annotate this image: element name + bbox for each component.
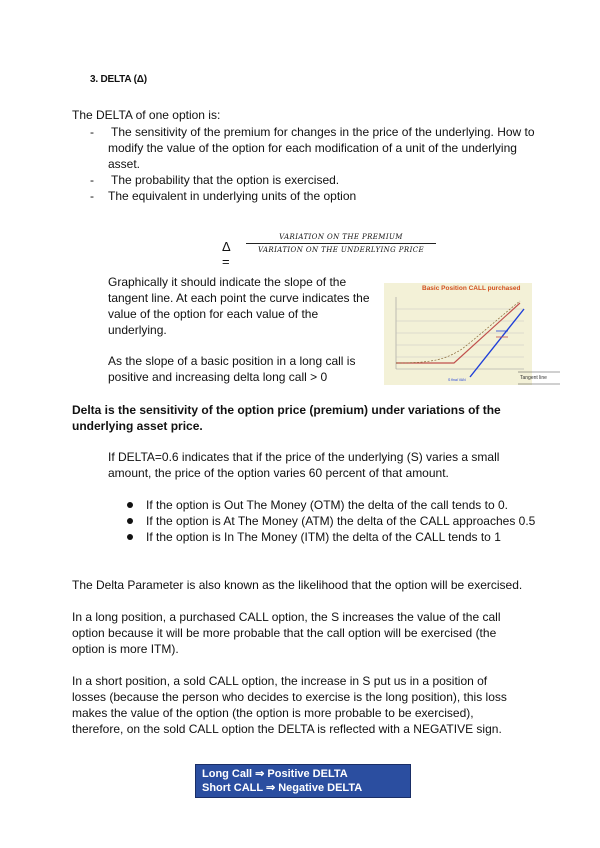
bullet-item [126, 513, 536, 529]
formula-symbol: Δ = [222, 239, 230, 269]
delta-definition-bold: Delta is the sensitivity of the option price (premium) under variations of the underlying asset price. [72, 403, 501, 433]
definition-item [88, 124, 548, 172]
moneyness-list [126, 497, 536, 545]
tangent-line-label: Tangent line [520, 375, 547, 381]
definition-text: The equivalent in underlying units of the option [108, 189, 357, 203]
formula-fraction [246, 232, 436, 255]
x-axis-label: S final VAN [448, 378, 466, 382]
call-position-figure [384, 283, 547, 385]
bullet-dot [127, 534, 133, 540]
banner-short-call: Short CALL ⇒ Negative DELTA [202, 782, 363, 794]
formula-denominator: VARIATION ON THE UNDERLYING PRICE [257, 246, 425, 254]
dash-marker: - [90, 173, 94, 187]
definition-text: The probability that the option is exercised. [111, 173, 340, 187]
delta-example: If DELTA=0.6 indicates that if the price of the underlying (S) varies a small amount, the price of the option varies 60 percent of that amount. [108, 450, 500, 480]
definition-text: The sensitivity of the premium for changes in the price of the underlying. How to modify the value of the option for each modification of a unit of the underlying asset. [108, 125, 535, 171]
bullet-item [126, 497, 536, 513]
definition-item [88, 172, 548, 188]
banner-long-call: Long Call ⇒ Positive DELTA [202, 768, 348, 780]
likelihood-text: The Delta Parameter is also known as the likelihood that the option will be exercised. [72, 578, 523, 592]
bullet-text: If the option is Out The Money (OTM) the delta of the call tends to 0. [146, 498, 508, 512]
long-position-text: In a long position, a purchased CALL option, the S increases the value of the call option because it will be more probable that the call option will be exercised (the option is more ITM). [72, 610, 501, 656]
option-value-curve [396, 301, 520, 363]
fraction-bar [246, 243, 436, 244]
formula-numerator: VARIATION ON THE PREMIUM [279, 233, 403, 241]
delta-summary-banner [195, 764, 411, 798]
bullet-dot [127, 502, 133, 508]
bullet-text: If the option is At The Money (ATM) the delta of the CALL approaches 0.5 [146, 514, 536, 528]
figure-title: Basic Position CALL purchased [422, 285, 521, 292]
slope-explanation: As the slope of a basic position in a long call is positive and increasing delta long call > 0 [108, 354, 356, 384]
bullet-dot [127, 518, 133, 524]
section-heading: 3. DELTA (Δ) [90, 74, 147, 85]
bullet-text: If the option is In The Money (ITM) the delta of the CALL tends to 1 [146, 530, 501, 544]
call-payoff-chart [384, 283, 547, 393]
intro-text: The DELTA of one option is: [72, 108, 221, 122]
dash-marker: - [90, 125, 94, 139]
bullet-item [126, 529, 536, 545]
short-position-text: In a short position, a sold CALL option, the increase in S put us in a position of losses (because the person who decides to exercise is the long position), this loss makes the value of the option (the option is more probable to be exercised), therefore, on the sold CALL option the DELTA is reflected with a NEGATIVE sign. [72, 674, 507, 736]
tangent-line [470, 309, 524, 377]
graph-explanation: Graphically it should indicate the slope of the tangent line. At each point the curve indicates the value of the option for each value of the underlying. [108, 275, 370, 337]
definition-item [88, 188, 548, 204]
definition-list [88, 124, 548, 204]
dash-marker: - [90, 189, 94, 203]
